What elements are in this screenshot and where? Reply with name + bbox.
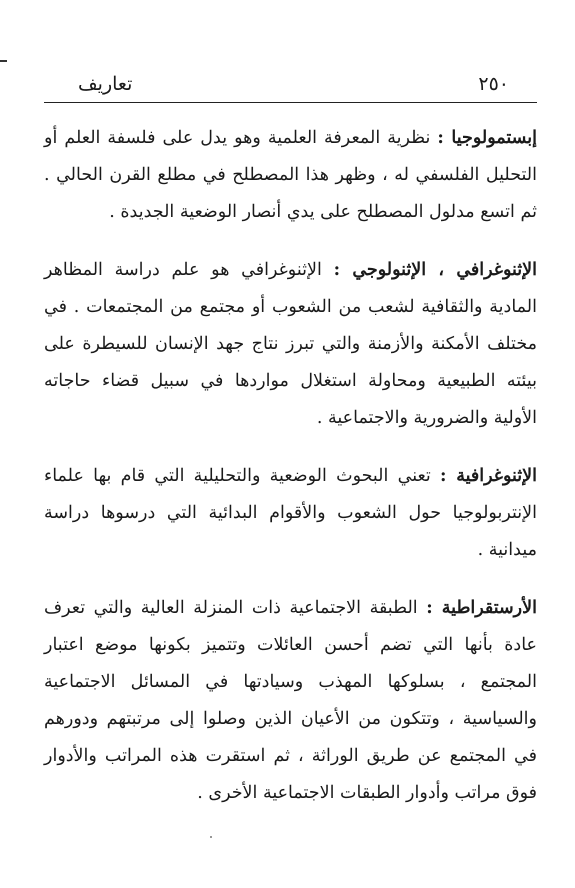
- entry-definition: نظرية المعرفة العلمية وهو يدل على فلسفة العلم أو التحليل الفلسفي له ، وظهر هذا المصطلح في مطلع القرن الحالي . ثم اتسع مدلول المصطلح على يدي أنصار الوضعية الجديدة .: [44, 128, 537, 222]
- entry-term: الإثنوغرافي ، الإثنولوجي :: [333, 260, 537, 280]
- entry-definition: الإثنوغرافي هو علم دراسة المظاهر المادية والثقافية لشعب من الشعوب أو مجتمع من المجتمعات . في مختلف الأمكنة والأزمنة والتي تبرز نتاج جهد الإنسان للسيطرة على بيئته الطبيعية ومحاولة استغلال مواردها في سبيل قضاء حاجاته الأولية والضرورية والاجتماعية .: [44, 260, 537, 428]
- entry-term: إبستمولوجيا :: [437, 128, 538, 148]
- page-header: [44, 66, 537, 103]
- glossary-entry-ethnographic-studies: [44, 458, 537, 569]
- glossary-body: [44, 120, 537, 833]
- scan-speck: [210, 836, 212, 838]
- entry-term: الإثنوغرافية :: [440, 466, 537, 486]
- glossary-entry-epistemology: [44, 120, 537, 231]
- page-number: ٢٥٠: [478, 73, 509, 95]
- entry-term: الأرستقراطية :: [426, 598, 537, 618]
- glossary-entry-aristocracy: [44, 590, 537, 812]
- glossary-entry-ethnography-ethnology: [44, 252, 537, 437]
- margin-mark: [0, 60, 7, 62]
- entry-definition: تعني البحوث الوضعية والتحليلية التي قام بها علماء الإنتربولوجيا حول الشعوب والأقوام البدائية التي درسوها دراسة ميدانية .: [44, 466, 537, 560]
- running-title: تعاريف: [78, 73, 133, 95]
- entry-definition: الطبقة الاجتماعية ذات المنزلة العالية والتي تعرف عادة بأنها التي تضم أحسن العائلات وتتميز بكونها موضع اعتبار المجتمع ، بسلوكها المهذب وسيادتها في المسائل الاجتماعية والسياسية ، وتتكون من الأعيان الذين وصلوا إلى مرتبتهم ودورهم في المجتمع عن طريق الوراثة ، ثم استقرت هذه المراتب والأدوار فوق مراتب وأدوار الطبقات الاجتماعية الأخرى .: [44, 598, 537, 803]
